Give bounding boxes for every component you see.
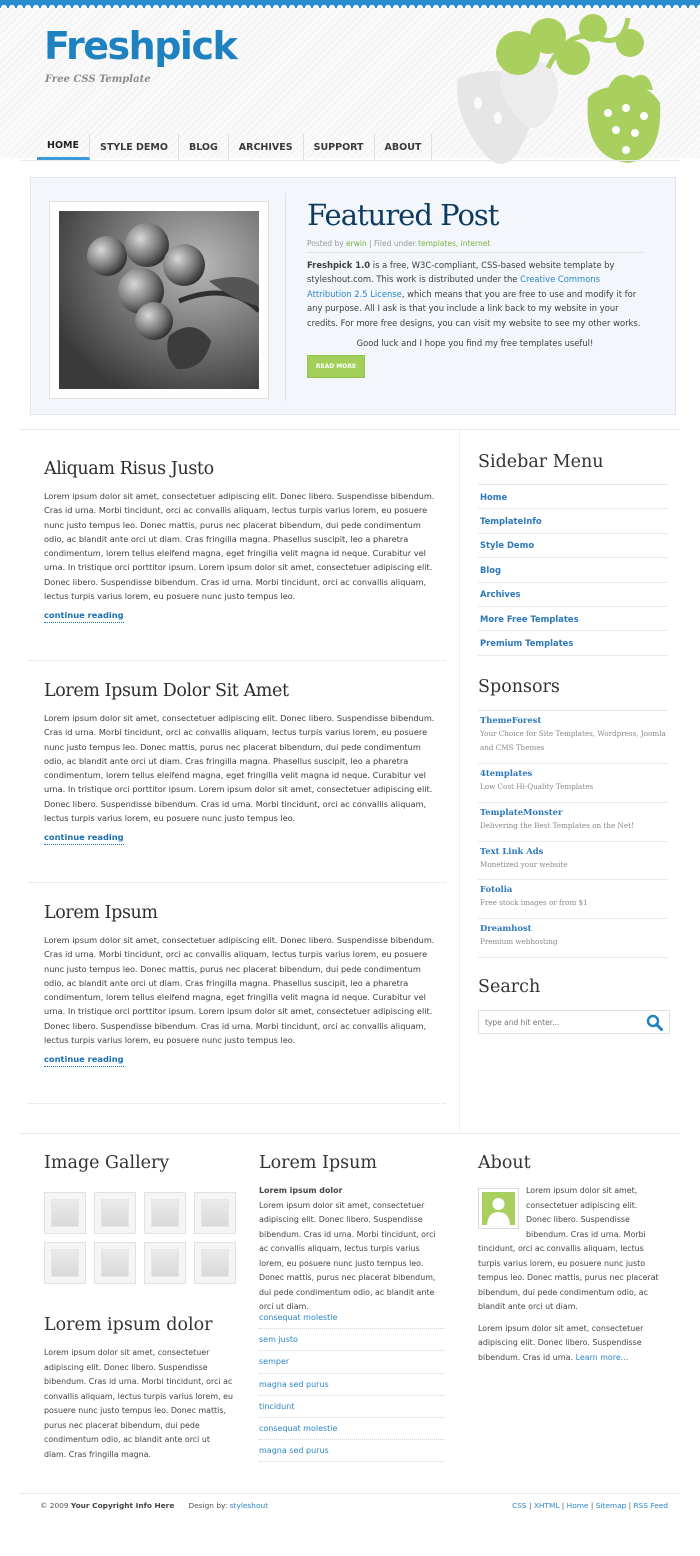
sponsor-desc: Monetized your website: [480, 859, 568, 869]
sponsor-item[interactable]: [478, 764, 668, 803]
lorem-dolor-title: Lorem ipsum dolor: [44, 1315, 213, 1335]
footer-links: CSS | XHTML | Home | Sitemap | RSS Feed: [512, 1501, 668, 1510]
gallery-thumb[interactable]: [194, 1242, 236, 1284]
list-link[interactable]: consequat molestie: [259, 1307, 445, 1329]
footer-link-rss[interactable]: RSS Feed: [633, 1501, 668, 1510]
list-link[interactable]: tincidunt: [259, 1396, 445, 1418]
post-body: Lorem ipsum dolor sit amet, consectetuer adipiscing elit. Donec libero. Suspendisse bibendum. Cras id urna. Morbi tincidunt, orci ac convallis aliquam, lectus turpis varius lorem, eu posuere nunc justo tempus leo. Donec mattis, purus nec placerat bibendum, dui pede condimentum odio, ac blandit ante orci ut diam. Cras fringilla magna. Phasellus suscipit, leo a pharetra condimentum, lorem tellus eleifend magna, eget fringilla velit magna id neque. Curabitur vel urna. In tristique orci porttitor ipsum. Lorem ipsum dolor sit amet, consectetuer adipiscing elit. Donec libero. Suspendisse bibendum. Cras id urna. Morbi tincidunt, orci ac convallis aliquam, lectus turpis varius lorem, eu posuere nunc justo tempus leo.: [44, 491, 435, 602]
featured-post: [30, 177, 676, 415]
sponsor-item[interactable]: [478, 711, 668, 764]
learn-more-link[interactable]: Learn more...: [575, 1352, 629, 1362]
gallery-thumb[interactable]: [194, 1192, 236, 1234]
sponsor-name[interactable]: Fotolia: [480, 884, 513, 895]
continue-reading-link[interactable]: continue reading: [44, 1054, 124, 1067]
sidebar-menu-title: Sidebar Menu: [478, 452, 604, 472]
footer-link-home[interactable]: Home: [566, 1501, 589, 1510]
continue-reading-link[interactable]: continue reading: [44, 610, 124, 623]
gallery-thumb[interactable]: [94, 1242, 136, 1284]
footer-link-xhtml[interactable]: XHTML: [533, 1501, 560, 1510]
sponsor-name[interactable]: Dreamhost: [480, 923, 532, 934]
featured-body: [307, 258, 643, 330]
nav-support[interactable]: SUPPORT: [304, 134, 375, 160]
post-body: Lorem ipsum dolor sit amet, consectetuer adipiscing elit. Donec libero. Suspendisse bibendum. Cras id urna. Morbi tincidunt, orci ac convallis aliquam, lectus turpis varius lorem, eu posuere nunc justo tempus leo. Donec mattis, purus nec placerat bibendum, dui pede condimentum odio, ac blandit ante orci ut diam. Cras fringilla magna. Phasellus suscipit, leo a pharetra condimentum, lorem tellus eleifend magna, eget fringilla velit magna id neque. Curabitur vel urna. In tristique orci porttitor ipsum. Lorem ipsum dolor sit amet, consectetuer adipiscing elit. Donec libero. Suspendisse bibendum. Cras id urna. Morbi tincidunt, orci ac convallis aliquam, lectus turpis varius lorem, eu posuere nunc justo tempus leo.: [44, 935, 435, 1046]
meta-tags-link[interactable]: templates, internet: [418, 239, 491, 248]
post-title[interactable]: Lorem Ipsum: [44, 903, 158, 923]
main-nav: [37, 134, 432, 160]
sidebar-menu: [478, 484, 668, 656]
meta-author-link[interactable]: erwin: [346, 239, 367, 248]
post-1: [44, 459, 436, 623]
sponsor-desc: Free stock images or from $1: [480, 898, 588, 908]
gallery-thumb[interactable]: [144, 1242, 186, 1284]
post-3: [44, 903, 436, 1067]
lorem-ipsum-block: [259, 1184, 447, 1315]
strawberry-illustration: [448, 8, 678, 168]
image-gallery: [44, 1192, 240, 1284]
nav-blog[interactable]: BLOG: [179, 134, 229, 160]
featured-name: Freshpick 1.0: [307, 260, 371, 270]
nav-home[interactable]: HOME: [37, 134, 90, 160]
list-link[interactable]: magna sed purus: [259, 1374, 445, 1396]
meta-filed-label: Filed under: [374, 239, 416, 248]
read-more-button[interactable]: READ MORE: [307, 355, 365, 378]
gallery-thumb[interactable]: [44, 1242, 86, 1284]
bottom-divider: [20, 1133, 680, 1134]
gallery-thumb[interactable]: [94, 1192, 136, 1234]
lorem-ipsum-subtitle: Lorem ipsum dolor: [259, 1186, 343, 1195]
gallery-thumb[interactable]: [144, 1192, 186, 1234]
lorem-dolor-text: Lorem ipsum dolor sit amet, consectetuer adipiscing elit. Donec libero. Suspendisse bibendum. Cras id urna. Morbi tincidunt, orci ac convallis aliquam, lectus turpis varius lorem, eu posuere nunc justo tempus leo. Donec mattis, purus nec placerat bibendum, dui pede condimentum odio, ac blandit ante orci ut diam. Cras fringilla magna.: [44, 1348, 233, 1459]
sponsor-item[interactable]: [478, 803, 668, 842]
lorem-link-list: [259, 1307, 445, 1462]
nav-about[interactable]: ABOUT: [375, 134, 433, 160]
sponsors-list: [478, 710, 668, 958]
post-title[interactable]: Aliquam Risus Justo: [44, 459, 214, 479]
sponsor-item[interactable]: [478, 842, 668, 881]
sidebar-item-more-free-templates[interactable]: More Free Templates: [478, 607, 668, 631]
copyright-info: Your Copyright Info Here: [70, 1501, 175, 1510]
sidebar-item-home[interactable]: Home: [478, 485, 668, 509]
content-divider: [20, 429, 680, 430]
sponsor-name[interactable]: 4templates: [480, 768, 533, 778]
post-title[interactable]: Lorem Ipsum Dolor Sit Amet: [44, 681, 289, 701]
sidebar-item-templateinfo[interactable]: TemplateInfo: [478, 509, 668, 533]
sponsor-item[interactable]: [478, 880, 668, 919]
sidebar-divider: [459, 430, 460, 1130]
sponsor-name[interactable]: TemplateMonster: [480, 806, 563, 817]
sponsor-desc: Delivering the Best Templates on the Net!: [480, 820, 634, 830]
sidebar-item-style-demo[interactable]: Style Demo: [478, 534, 668, 558]
lorem-ipsum-text: Lorem ipsum dolor sit amet, consectetuer adipiscing elit. Donec libero. Suspendisse bibendum. Cras id urna. Morbi tincidunt, orci ac convallis aliquam, lectus turpis varius lorem, eu posuere nunc justo tempus leo. Donec mattis, purus nec placerat bibendum, dui pede condimentum odio, ac blandit ante orci ut diam.: [259, 1200, 436, 1311]
nav-divider: [20, 160, 680, 161]
featured-divider: [285, 193, 286, 401]
featured-luck-text: Good luck and I hope you find my free templates useful!: [356, 338, 594, 348]
sidebar-item-blog[interactable]: Blog: [478, 558, 668, 582]
footer-link-sitemap[interactable]: Sitemap: [595, 1501, 627, 1510]
sponsor-item[interactable]: [478, 919, 668, 958]
gallery-title: Image Gallery: [44, 1153, 170, 1173]
sidebar-item-premium-templates[interactable]: Premium Templates: [478, 631, 668, 655]
list-link[interactable]: magna sed purus: [259, 1440, 445, 1462]
featured-text-1: is a free, W3C-compliant, CSS-based website template by styleshout.com. This work is distributed under the: [307, 260, 615, 285]
sponsor-name[interactable]: ThemeForest: [480, 715, 542, 725]
list-link[interactable]: sem justo: [259, 1329, 445, 1351]
avatar: [478, 1188, 519, 1229]
footer-divider: [20, 1493, 680, 1494]
featured-meta: Posted by erwin | Filed under templates, internet: [307, 239, 643, 253]
search-input[interactable]: [479, 1011, 639, 1033]
list-link[interactable]: semper: [259, 1351, 445, 1373]
search-icon[interactable]: [646, 1014, 663, 1031]
about-title: About: [478, 1153, 531, 1173]
post-separator: [28, 1103, 446, 1104]
post-separator: [28, 660, 446, 661]
about-paragraph-2: Lorem ipsum dolor sit amet, consectetuer adipiscing elit. Donec libero. Suspendisse bibendum. Cras id urna.: [478, 1323, 644, 1362]
nav-style-demo[interactable]: STYLE DEMO: [90, 134, 179, 160]
search-form: [478, 1010, 670, 1034]
copyright-year: © 2009: [40, 1501, 69, 1510]
post-2: [44, 681, 436, 845]
search-title: Search: [478, 977, 541, 997]
gallery-thumb[interactable]: [44, 1192, 86, 1234]
featured-photo: [49, 201, 269, 399]
sponsor-desc: Low Cost Hi-Quality Templates: [480, 782, 594, 791]
site-slogan: Free CSS Template: [45, 74, 151, 85]
post-separator: [28, 882, 446, 883]
post-body: Lorem ipsum dolor sit amet, consectetuer adipiscing elit. Donec libero. Suspendisse bibendum. Cras id urna. Morbi tincidunt, orci ac convallis aliquam, lectus turpis varius lorem, eu posuere nunc justo tempus leo. Donec mattis, purus nec placerat bibendum, dui pede condimentum odio, ac blandit ante orci ut diam. Cras fringilla magna. Phasellus suscipit, leo a pharetra condimentum, lorem tellus eleifend magna, eget fringilla velit magna id neque. Curabitur vel urna. In tristique orci porttitor ipsum. Lorem ipsum dolor sit amet, consectetuer adipiscing elit. Donec libero. Suspendisse bibendum. Cras id urna. Morbi tincidunt, orci ac convallis aliquam, lectus turpis varius lorem, eu posuere nunc justo tempus leo.: [44, 713, 435, 824]
berries-image: [59, 211, 259, 389]
sponsor-desc: Premium webhosting: [480, 937, 558, 947]
list-link[interactable]: consequat molestie: [259, 1418, 445, 1440]
footer-copyright: [40, 1501, 268, 1510]
site-logo[interactable]: Freshpick: [44, 24, 237, 68]
designer-link[interactable]: styleshout: [229, 1501, 269, 1510]
sponsor-name[interactable]: Text Link Ads: [480, 845, 544, 856]
footer-link-css[interactable]: CSS: [512, 1501, 527, 1510]
design-by-label: Design by:: [188, 1501, 228, 1510]
top-border: [0, 0, 700, 8]
user-avatar-icon: [482, 1192, 515, 1225]
featured-text-2: , which means that you are free to use and modify it for any purpose. All I ask is that you include a link back to my website in your credits. For more free designs, you can visit my website to see my other works.: [307, 288, 641, 328]
sponsors-title: Sponsors: [478, 677, 560, 697]
meta-posted-label: Posted by: [307, 239, 344, 248]
lorem-ipsum-title: Lorem Ipsum: [259, 1153, 377, 1173]
license-link[interactable]: Creative Commons Attribution 2.5 License: [307, 274, 600, 299]
continue-reading-link[interactable]: continue reading: [44, 832, 124, 845]
sidebar-item-archives[interactable]: Archives: [478, 583, 668, 607]
featured-title[interactable]: Featured Post: [307, 198, 499, 232]
about-paragraph-1: Lorem ipsum dolor sit amet, consectetuer adipiscing elit. Donec libero. Suspendisse bibendum. Cras id urna. Morbi tincidunt, orci ac convallis aliquam, lectus turpis varius lorem, eu posuere nunc justo tempus leo. Donec mattis, purus nec placerat bibendum, dui pede condimentum odio, ac blandit ante orci ut diam.: [478, 1186, 659, 1311]
sponsor-desc: Your Choice for Site Templates, Wordpress, Joomla and CMS Themes: [480, 729, 666, 752]
nav-archives[interactable]: ARCHIVES: [229, 134, 304, 160]
